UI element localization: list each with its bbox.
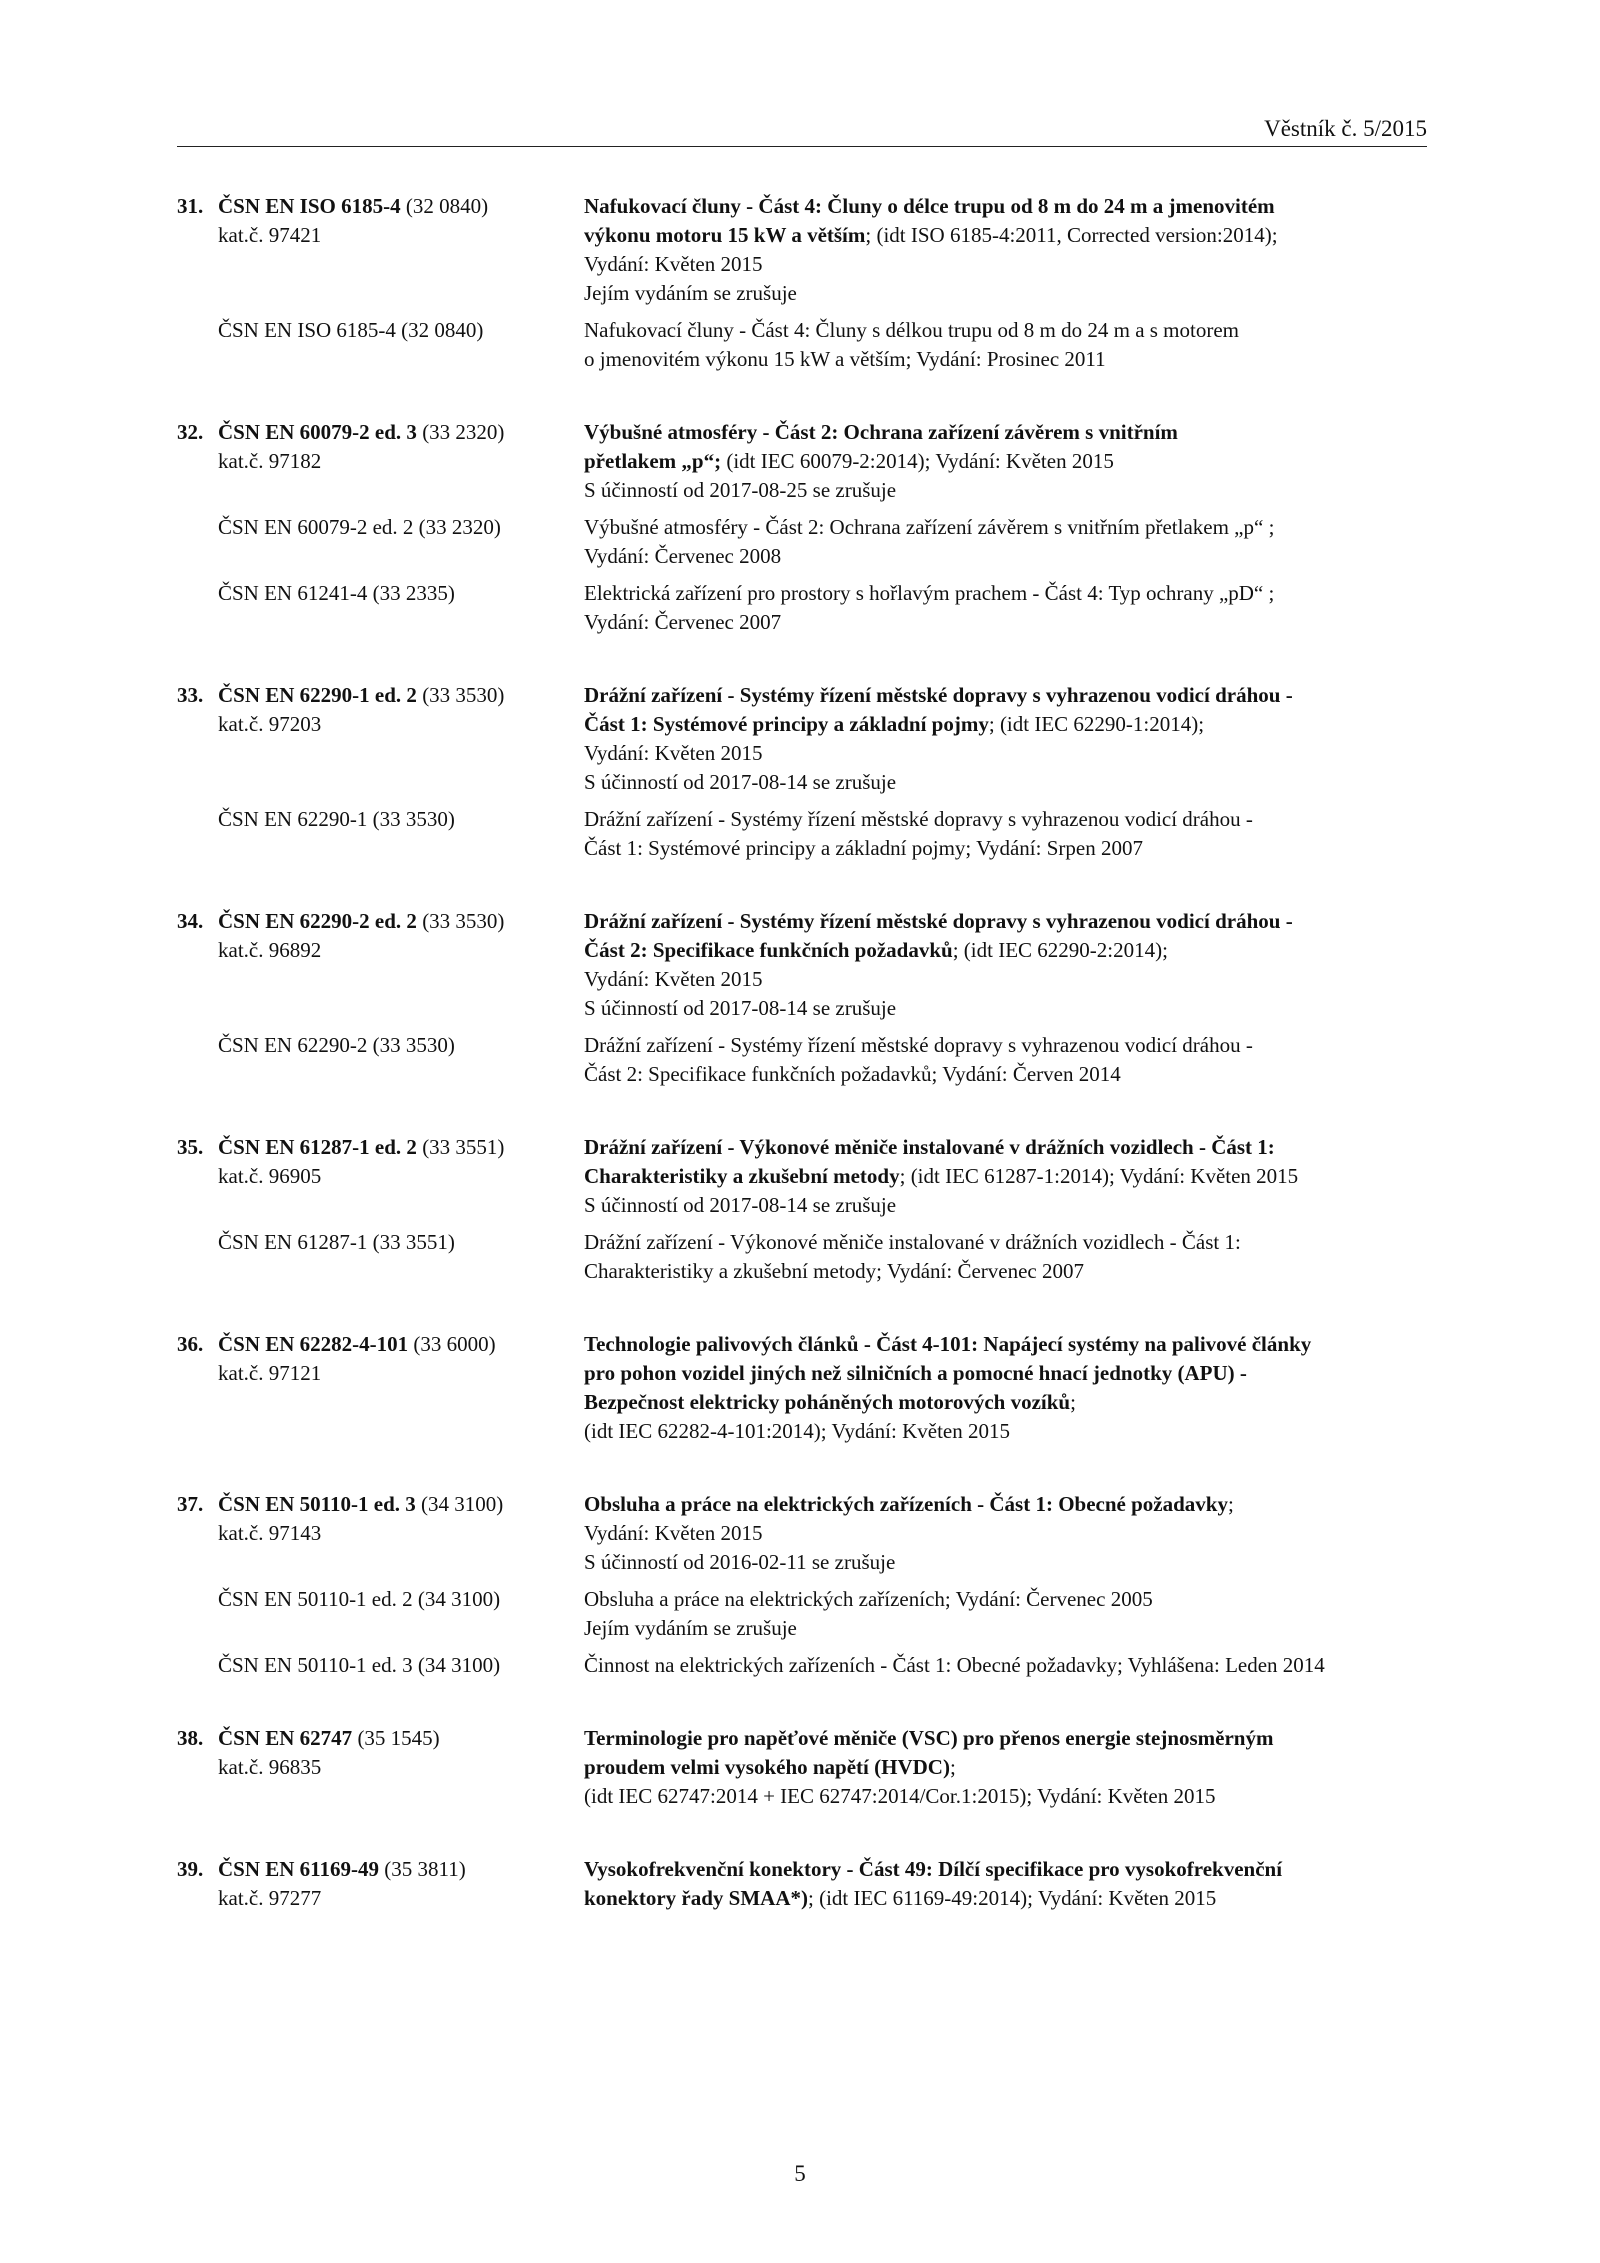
standard-title: Charakteristiky a zkušební metody [584, 1164, 900, 1188]
catalog-number: kat.č. 97143 [218, 1521, 322, 1545]
page-number: 5 [794, 2161, 806, 2186]
standard-code-line [177, 418, 584, 447]
standard-entry [177, 1133, 1427, 1286]
replaced-description-line: Část 2: Specifikace funkčních požadavků; Vydání: Červen 2014 [584, 1062, 1121, 1086]
standards-list [177, 192, 1427, 1957]
replaced-standard-description [584, 1585, 1427, 1643]
standard-code-wrap [177, 194, 488, 218]
replaced-standard-code-cell [177, 316, 584, 374]
replaced-standard-description [584, 1031, 1427, 1089]
standard-entry [177, 1855, 1427, 1913]
replaced-standard-description [584, 579, 1427, 637]
replaced-standard-row [177, 1585, 1427, 1643]
standard-code: ČSN EN ISO 6185-4 [218, 194, 401, 218]
standard-details: ; [949, 1755, 956, 1779]
standard-identifier [177, 1724, 584, 1811]
replaced-standard-code-cell [177, 1585, 584, 1643]
main-standard-row [177, 907, 1427, 1023]
standard-code: ČSN EN 61169-49 [218, 1857, 380, 1881]
main-standard-row [177, 1724, 1427, 1811]
standard-title: Výbušné atmosféry - Část 2: Ochrana zařízení závěrem s vnitřním [584, 420, 1178, 444]
standard-description [584, 1724, 1427, 1811]
replaced-description-line: Charakteristiky a zkušební metody; Vydání: Červenec 2007 [584, 1259, 1084, 1283]
replaced-description-line: Výbušné atmosféry - Část 2: Ochrana zařízení závěrem s vnitřním přetlakem „p“ ; [584, 515, 1275, 539]
entry-number: 34. [177, 909, 204, 933]
entry-number: 33. [177, 683, 204, 707]
entry-number: 37. [177, 1492, 204, 1516]
standard-details: S účinností od 2016-02-11 se zrušuje [584, 1550, 896, 1574]
standard-code: ČSN EN 62290-1 ed. 2 [218, 683, 417, 707]
replaced-standard-row [177, 316, 1427, 374]
standard-identifier [177, 907, 584, 1023]
replaced-standard-code: ČSN EN ISO 6185-4 (32 0840) [218, 318, 484, 342]
standard-identifier [177, 418, 584, 505]
replaced-standard-row [177, 513, 1427, 571]
standard-details: ; (idt IEC 62290-2:2014); [952, 938, 1168, 962]
bulletin-title: Věstník č. 5/2015 [1264, 116, 1427, 141]
replaced-standard-row [177, 805, 1427, 863]
standard-code: ČSN EN 62290-2 ed. 2 [218, 909, 417, 933]
replaced-standard-description [584, 513, 1427, 571]
classification-code: (33 2320) [416, 420, 505, 444]
standard-entry [177, 681, 1427, 863]
entry-number: 31. [177, 194, 204, 218]
replaced-description-line: Elektrická zařízení pro prostory s hořlavým prachem - Část 4: Typ ochrany „pD“ ; [584, 581, 1275, 605]
standard-description [584, 1855, 1427, 1913]
standard-title: Nafukovací čluny - Část 4: Čluny o délce trupu od 8 m do 24 m a jmenovitém [584, 194, 1275, 218]
standard-code: ČSN EN 50110-1 ed. 3 [218, 1492, 416, 1516]
standard-title: výkonu motoru 15 kW a větším [584, 223, 866, 247]
classification-code: (32 0840) [400, 194, 489, 218]
main-standard-row [177, 192, 1427, 308]
replaced-description-line: Obsluha a práce na elektrických zařízeních; Vydání: Červenec 2005 [584, 1587, 1153, 1611]
standard-title: přetlakem „p“; [584, 449, 722, 473]
standard-code-wrap [177, 683, 504, 707]
catalog-number: kat.č. 96892 [218, 938, 322, 962]
replaced-description-line: Drážní zařízení - Systémy řízení městské dopravy s vyhrazenou vodicí dráhou - [584, 807, 1253, 831]
classification-code: (35 1545) [352, 1726, 440, 1750]
main-standard-row [177, 418, 1427, 505]
replaced-standard-description [584, 805, 1427, 863]
description-line [584, 418, 1427, 447]
standard-code: ČSN EN 61287-1 ed. 2 [218, 1135, 417, 1159]
standard-title: Bezpečnost elektricky poháněných motorových vozíků [584, 1390, 1071, 1414]
standard-code-line [177, 1490, 584, 1519]
standard-description [584, 1490, 1427, 1577]
standard-code-line [177, 192, 584, 221]
description-line [584, 907, 1427, 936]
standard-description [584, 681, 1427, 797]
entry-number: 39. [177, 1857, 204, 1881]
standard-details: (idt IEC 62747:2014 + IEC 62747:2014/Cor.1:2015); Vydání: Květen 2015 [584, 1784, 1216, 1808]
standard-code-wrap [177, 1726, 440, 1750]
standard-title: Drážní zařízení - Výkonové měniče instalované v drážních vozidlech - Část 1: [584, 1135, 1275, 1159]
replaced-description-line: Část 1: Systémové principy a základní pojmy; Vydání: Srpen 2007 [584, 836, 1143, 860]
replaced-standard-description [584, 1651, 1427, 1680]
classification-code: (35 3811) [379, 1857, 466, 1881]
standard-details: S účinností od 2017-08-25 se zrušuje [584, 478, 897, 502]
standard-title: Vysokofrekvenční konektory - Část 49: Dílčí specifikace pro vysokofrekvenční [584, 1857, 1283, 1881]
description-line [584, 447, 1427, 476]
replaced-standard-code-cell [177, 1228, 584, 1286]
replaced-description-line: Jejím vydáním se zrušuje [584, 1616, 797, 1640]
standard-title: Drážní zařízení - Systémy řízení městské dopravy s vyhrazenou vodicí dráhou - [584, 909, 1293, 933]
description-line [584, 936, 1427, 965]
standard-details: ; [1227, 1492, 1234, 1516]
replaced-standard-description [584, 316, 1427, 374]
standard-details: (idt IEC 60079-2:2014); Vydání: Květen 2015 [721, 449, 1114, 473]
replaced-description-line: Drážní zařízení - Výkonové měniče instalované v drážních vozidlech - Část 1: [584, 1230, 1241, 1254]
standard-details: Vydání: Květen 2015 [584, 967, 763, 991]
description-line [584, 710, 1427, 739]
standard-code-line [177, 1855, 584, 1884]
standard-details: ; [1070, 1390, 1076, 1414]
standard-code-wrap [177, 420, 504, 444]
standard-identifier [177, 1133, 584, 1220]
replaced-standard-row [177, 1031, 1427, 1089]
description-line [584, 192, 1427, 221]
description-line [584, 1133, 1427, 1162]
standard-details: Jejím vydáním se zrušuje [584, 281, 797, 305]
standard-title: Část 1: Systémové principy a základní pojmy [584, 712, 989, 736]
standard-code-line [177, 681, 584, 710]
replaced-standard-description [584, 1228, 1427, 1286]
standard-details: ; (idt IEC 61169-49:2014); Vydání: Květen 2015 [808, 1886, 1217, 1910]
standard-code-wrap [177, 1857, 466, 1881]
standard-entry [177, 1490, 1427, 1680]
standard-title: Technologie palivových článků - Část 4-101: Napájecí systémy na palivové články [584, 1332, 1312, 1356]
replaced-description-line: Vydání: Červenec 2008 [584, 544, 782, 568]
replaced-description-line: Činnost na elektrických zařízeních - Část 1: Obecné požadavky; Vyhlášena: Leden 2014 [584, 1653, 1325, 1677]
description-line [584, 1724, 1427, 1753]
catalog-number: kat.č. 97277 [218, 1886, 322, 1910]
replaced-standard-code-cell [177, 513, 584, 571]
description-line [584, 681, 1427, 710]
replaced-standard-row [177, 579, 1427, 637]
catalog-number: kat.č. 96905 [218, 1164, 322, 1188]
standard-code: ČSN EN 62282-4-101 [218, 1332, 409, 1356]
standard-title: konektory řady SMAA*) [584, 1886, 808, 1910]
classification-code: (33 3530) [416, 683, 505, 707]
description-line [584, 1162, 1427, 1191]
replaced-standard-code: ČSN EN 62290-1 (33 3530) [218, 807, 455, 831]
standard-code-wrap [177, 1332, 496, 1356]
standard-code-line [177, 1133, 584, 1162]
catalog-number: kat.č. 96835 [218, 1755, 322, 1779]
catalog-number: kat.č. 97182 [218, 449, 322, 473]
description-line [584, 1884, 1427, 1913]
standard-title: Obsluha a práce na elektrických zařízeních - Část 1: Obecné požadavky [584, 1492, 1228, 1516]
standard-entry [177, 907, 1427, 1089]
standard-entry [177, 192, 1427, 374]
standard-details: ; (idt ISO 6185-4:2011, Corrected version:2014); [865, 223, 1278, 247]
standard-description [584, 1133, 1427, 1220]
entry-number: 36. [177, 1332, 204, 1356]
main-standard-row [177, 1855, 1427, 1913]
standard-description [584, 192, 1427, 308]
description-line [584, 1490, 1427, 1519]
replaced-standard-code-cell [177, 1031, 584, 1089]
standard-description [584, 907, 1427, 1023]
classification-code: (34 3100) [415, 1492, 504, 1516]
description-line [584, 1359, 1427, 1388]
standard-code-line [177, 1724, 584, 1753]
standard-code: ČSN EN 60079-2 ed. 3 [218, 420, 417, 444]
standard-details: ; (idt IEC 62290-1:2014); [988, 712, 1205, 736]
standard-identifier [177, 1855, 584, 1913]
replaced-description-line: Vydání: Červenec 2007 [584, 610, 782, 634]
standard-details: Vydání: Květen 2015 [584, 1521, 763, 1545]
standard-code: ČSN EN 62747 [218, 1726, 353, 1750]
replaced-standard-code-cell [177, 579, 584, 637]
replaced-standard-code: ČSN EN 60079-2 ed. 2 (33 2320) [218, 515, 501, 539]
replaced-standard-code: ČSN EN 50110-1 ed. 3 (34 3100) [218, 1653, 501, 1677]
standard-code-wrap [177, 1492, 503, 1516]
standard-code-line [177, 907, 584, 936]
standard-code-wrap [177, 909, 504, 933]
description-line [584, 1330, 1427, 1359]
standard-details: Vydání: Květen 2015 [584, 252, 763, 276]
replaced-standard-code: ČSN EN 62290-2 (33 3530) [218, 1033, 455, 1057]
classification-code: (33 6000) [408, 1332, 496, 1356]
standard-description [584, 1330, 1427, 1446]
main-standard-row [177, 1330, 1427, 1446]
description-line [584, 1855, 1427, 1884]
catalog-number: kat.č. 97421 [218, 223, 322, 247]
standard-title: Terminologie pro napěťové měniče (VSC) pro přenos energie stejnosměrným [584, 1726, 1274, 1750]
standard-details: (idt IEC 62282-4-101:2014); Vydání: Květen 2015 [584, 1419, 1010, 1443]
replaced-standard-row [177, 1651, 1427, 1680]
replaced-standard-code-cell [177, 805, 584, 863]
standard-details: S účinností od 2017-08-14 se zrušuje [584, 770, 897, 794]
standard-entry [177, 418, 1427, 637]
standard-code-line [177, 1330, 584, 1359]
standard-title: Část 2: Specifikace funkčních požadavků [584, 938, 953, 962]
standard-entry [177, 1724, 1427, 1811]
standard-details: ; (idt IEC 61287-1:2014); Vydání: Květen 2015 [899, 1164, 1299, 1188]
replaced-standard-code: ČSN EN 61287-1 (33 3551) [218, 1230, 455, 1254]
standard-details: S účinností od 2017-08-14 se zrušuje [584, 1193, 897, 1217]
standard-entry [177, 1330, 1427, 1446]
main-standard-row [177, 1490, 1427, 1577]
entry-number: 32. [177, 420, 204, 444]
standard-title: proudem velmi vysokého napětí (HVDC) [584, 1755, 950, 1779]
entry-number: 35. [177, 1135, 204, 1159]
standard-identifier [177, 1490, 584, 1577]
replaced-description-line: o jmenovitém výkonu 15 kW a větším; Vydání: Prosinec 2011 [584, 347, 1106, 371]
standard-description [584, 418, 1427, 505]
standard-code-wrap [177, 1135, 504, 1159]
replaced-standard-code: ČSN EN 61241-4 (33 2335) [218, 581, 455, 605]
standard-title: pro pohon vozidel jiných než silničních a pomocné hnací jednotky (APU) - [584, 1361, 1247, 1385]
standard-identifier [177, 1330, 584, 1446]
catalog-number: kat.č. 97203 [218, 712, 322, 736]
classification-code: (33 3551) [416, 1135, 505, 1159]
main-standard-row [177, 681, 1427, 797]
standard-details: Vydání: Květen 2015 [584, 741, 763, 765]
standard-identifier [177, 681, 584, 797]
standard-identifier [177, 192, 584, 308]
description-line [584, 221, 1427, 250]
catalog-number: kat.č. 97121 [218, 1361, 322, 1385]
replaced-standard-row [177, 1228, 1427, 1286]
standard-details: S účinností od 2017-08-14 se zrušuje [584, 996, 897, 1020]
entry-number: 38. [177, 1726, 204, 1750]
page-header [177, 112, 1427, 147]
replaced-description-line: Nafukovací čluny - Část 4: Čluny s délkou trupu od 8 m do 24 m a s motorem [584, 318, 1239, 342]
description-line [584, 1388, 1427, 1417]
replaced-standard-code-cell [177, 1651, 584, 1680]
standard-title: Drážní zařízení - Systémy řízení městské dopravy s vyhrazenou vodicí dráhou - [584, 683, 1293, 707]
replaced-standard-code: ČSN EN 50110-1 ed. 2 (34 3100) [218, 1587, 501, 1611]
replaced-description-line: Drážní zařízení - Systémy řízení městské dopravy s vyhrazenou vodicí dráhou - [584, 1033, 1253, 1057]
classification-code: (33 3530) [416, 909, 505, 933]
description-line [584, 1753, 1427, 1782]
main-standard-row [177, 1133, 1427, 1220]
